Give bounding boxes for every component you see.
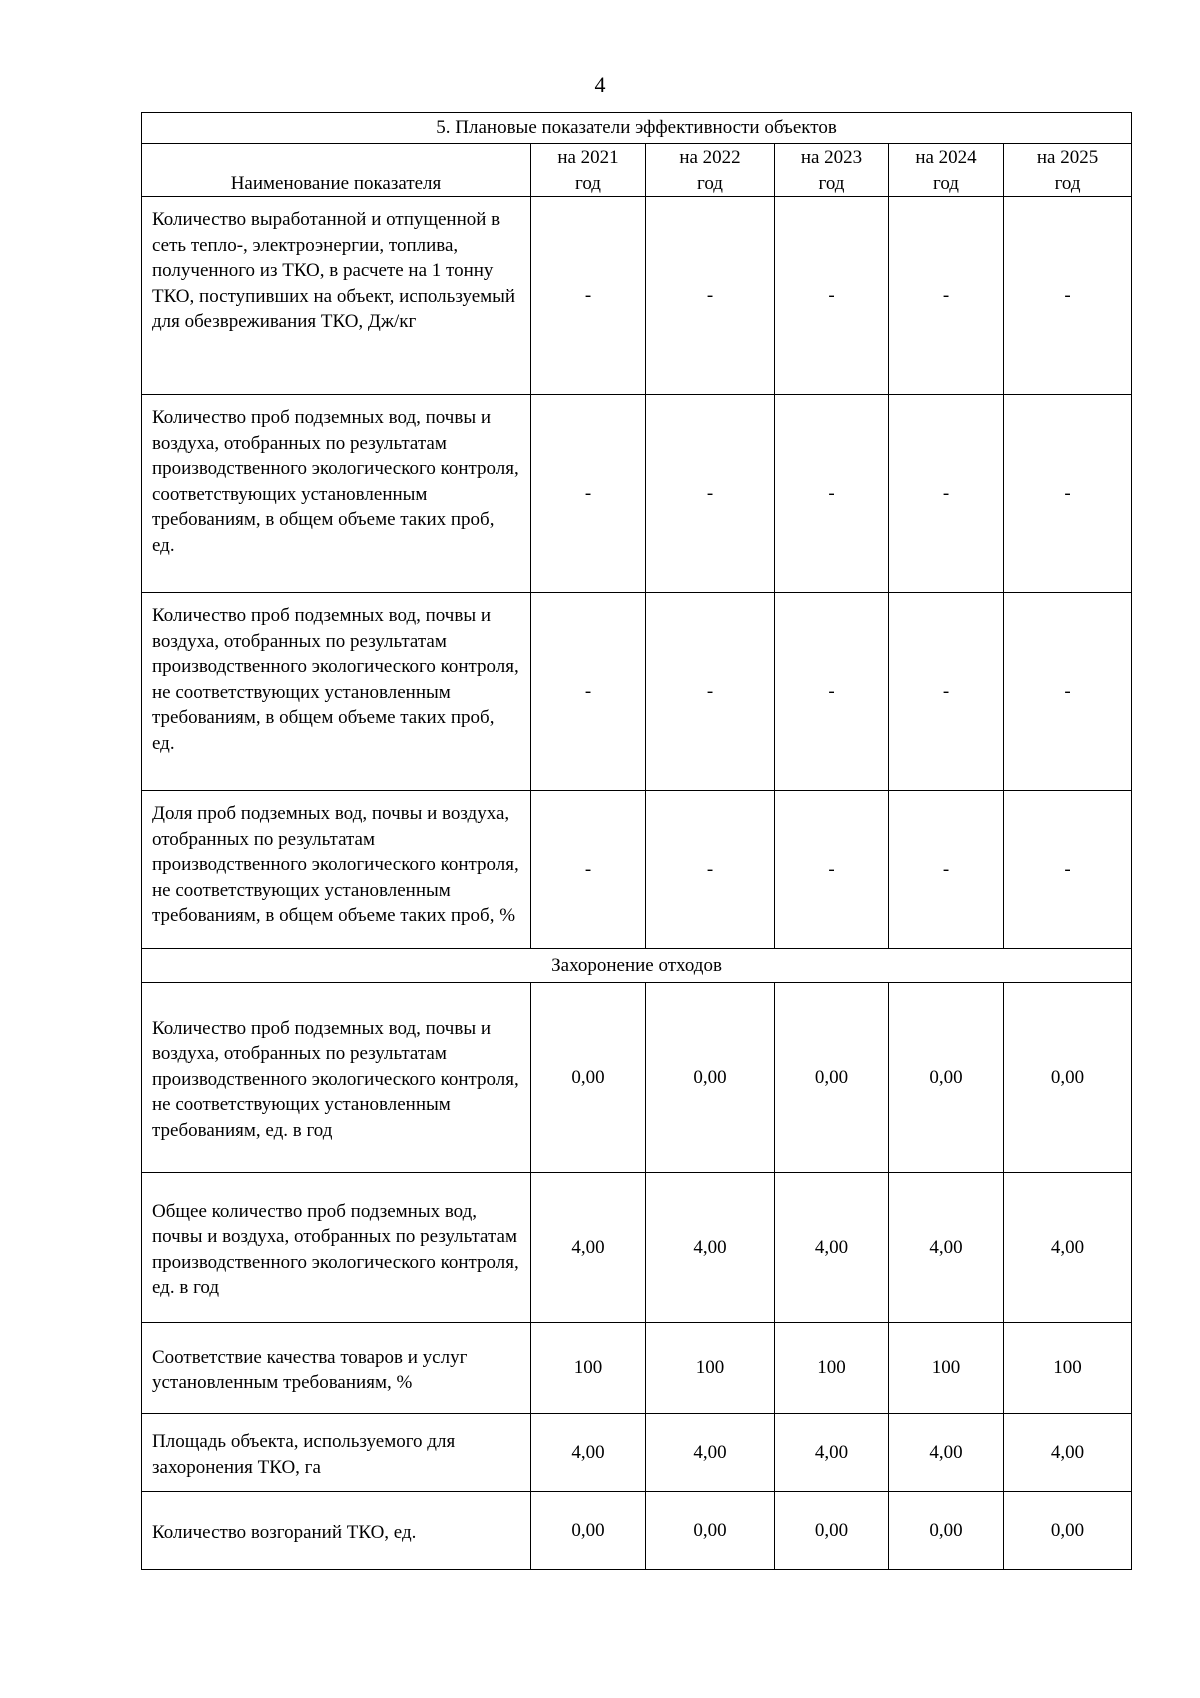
year-header-unit: год <box>818 172 845 194</box>
indicator-value-2024: - <box>889 593 1004 791</box>
indicator-value-2023: - <box>775 593 889 791</box>
indicator-value-2023: 4,00 <box>775 1173 889 1323</box>
indicator-name: Общее количество проб подземных вод, почвы и воздуха, отобранных по результатам производственного экологического контроля, ед. в год <box>142 1173 531 1323</box>
table-row <box>142 395 1132 593</box>
indicator-value-2024: 4,00 <box>889 1173 1004 1323</box>
indicator-name: Количество проб подземных вод, почвы и воздуха, отобранных по результатам производственного экологического контроля, не соответствующих установленным требованиям, в общем объеме таких проб, ед. <box>142 593 531 791</box>
table-row <box>142 593 1132 791</box>
table-row <box>142 1414 1132 1492</box>
year-header-2021 <box>531 144 646 197</box>
indicator-value-2023: 100 <box>775 1323 889 1414</box>
indicator-value-2021: 4,00 <box>531 1173 646 1323</box>
year-header-2022 <box>646 144 775 197</box>
indicator-name: Количество проб подземных вод, почвы и воздуха, отобранных по результатам производственного экологического контроля, соответствующих установленным требованиям, в общем объеме таких проб, ед. <box>142 395 531 593</box>
indicator-value-2021: - <box>531 593 646 791</box>
year-header-2023 <box>775 144 889 197</box>
year-header-unit: год <box>697 172 723 194</box>
indicator-value-2025: - <box>1004 197 1132 395</box>
indicator-value-2022: 4,00 <box>646 1414 775 1492</box>
table-row <box>142 197 1132 395</box>
indicator-value-2025: 100 <box>1004 1323 1132 1414</box>
indicator-value-2025: 4,00 <box>1004 1173 1132 1323</box>
year-header-label: на 2024 <box>915 147 977 168</box>
year-header-unit: год <box>933 172 959 194</box>
year-header-label: на 2021 <box>557 147 619 168</box>
year-header-2024 <box>889 144 1004 197</box>
table-title-row <box>142 113 1132 144</box>
indicator-value-2024: - <box>889 395 1004 593</box>
indicator-value-2024: 4,00 <box>889 1414 1004 1492</box>
indicator-value-2024: 0,00 <box>889 1492 1004 1570</box>
indicator-name: Количество возгораний ТКО, ед. <box>142 1492 531 1570</box>
indicator-value-2025: - <box>1004 395 1132 593</box>
indicator-value-2022: 0,00 <box>646 1492 775 1570</box>
page-number: 4 <box>594 72 606 97</box>
indicator-value-2022: 0,00 <box>646 983 775 1173</box>
indicator-value-2023: 0,00 <box>775 983 889 1173</box>
indicator-name: Количество проб подземных вод, почвы и воздуха, отобранных по результатам производственного экологического контроля, не соответствующих установленным требованиям, ед. в год <box>142 983 531 1173</box>
indicator-name: Количество выработанной и отпущенной в сеть тепло-, электроэнергии, топлива, полученного из ТКО, в расчете на 1 тонну ТКО, поступивших на объект, используемый для обезвреживания ТКО, Дж/кг <box>142 197 531 395</box>
table-row <box>142 1173 1132 1323</box>
indicator-value-2022: - <box>646 395 775 593</box>
indicator-value-2025: - <box>1004 593 1132 791</box>
indicator-value-2024: - <box>889 197 1004 395</box>
indicator-value-2024: 0,00 <box>889 983 1004 1173</box>
indicator-value-2025: 0,00 <box>1004 1492 1132 1570</box>
indicator-value-2024: 100 <box>889 1323 1004 1414</box>
indicator-name: Доля проб подземных вод, почвы и воздуха, отобранных по результатам производственного экологического контроля, не соответствующих установленным требованиям, в общем объеме таких проб, % <box>142 791 531 949</box>
indicators-table <box>141 112 1132 1570</box>
indicator-value-2021: 100 <box>531 1323 646 1414</box>
indicator-value-2021: 0,00 <box>531 983 646 1173</box>
indicator-value-2025: 4,00 <box>1004 1414 1132 1492</box>
table-row <box>142 983 1132 1173</box>
indicator-value-2021: - <box>531 197 646 395</box>
indicator-value-2023: - <box>775 791 889 949</box>
year-header-label: на 2023 <box>800 147 863 168</box>
indicator-value-2023: 4,00 <box>775 1414 889 1492</box>
indicator-name: Соответствие качества товаров и услуг установленным требованиям, % <box>142 1323 531 1414</box>
indicator-value-2022: - <box>646 791 775 949</box>
table-row <box>142 1323 1132 1414</box>
indicator-value-2022: 4,00 <box>646 1173 775 1323</box>
indicator-value-2021: - <box>531 395 646 593</box>
indicator-value-2023: - <box>775 197 889 395</box>
year-header-label: на 2025 <box>1036 147 1099 168</box>
indicator-value-2021: 4,00 <box>531 1414 646 1492</box>
section-title: Захоронение отходов <box>142 949 1132 983</box>
table-row <box>142 1492 1132 1570</box>
table-header-row <box>142 144 1132 197</box>
indicator-value-2022: 100 <box>646 1323 775 1414</box>
indicator-value-2022: - <box>646 197 775 395</box>
indicator-value-2021: 0,00 <box>531 1492 646 1570</box>
indicator-value-2023: - <box>775 395 889 593</box>
year-header-unit: год <box>575 172 601 194</box>
section-row <box>142 949 1132 983</box>
table-body <box>142 113 1132 1570</box>
indicator-name: Площадь объекта, используемого для захоронения ТКО, га <box>142 1414 531 1492</box>
indicator-value-2022: - <box>646 593 775 791</box>
year-header-label: на 2022 <box>679 147 741 168</box>
indicator-value-2023: 0,00 <box>775 1492 889 1570</box>
indicator-value-2025: - <box>1004 791 1132 949</box>
table-row <box>142 791 1132 949</box>
indicator-value-2021: - <box>531 791 646 949</box>
year-header-unit: год <box>1054 172 1081 194</box>
table-title: 5. Плановые показатели эффективности объектов <box>142 113 1132 144</box>
name-column-header: Наименование показателя <box>142 144 531 197</box>
indicator-value-2024: - <box>889 791 1004 949</box>
year-header-2025 <box>1004 144 1132 197</box>
indicator-value-2025: 0,00 <box>1004 983 1132 1173</box>
